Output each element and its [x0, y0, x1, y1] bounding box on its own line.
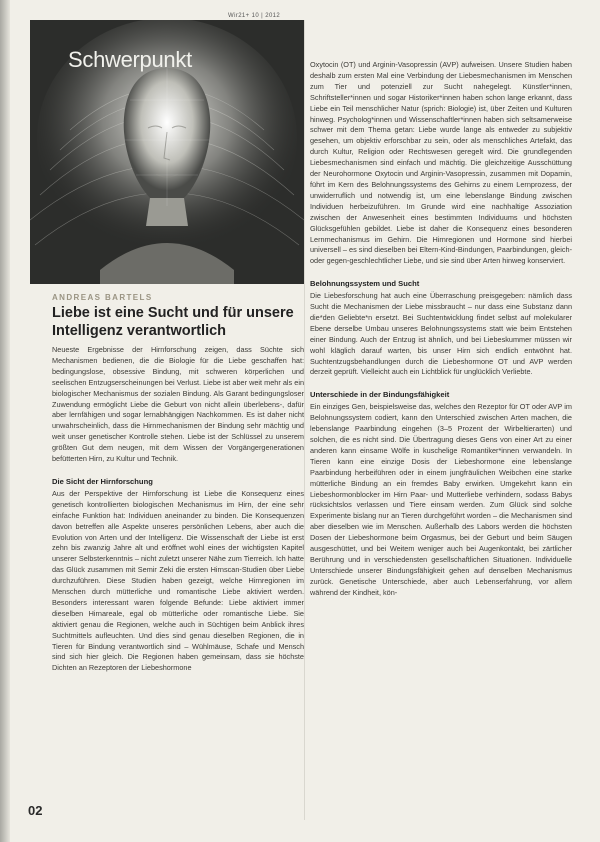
hero-image: [30, 20, 304, 284]
page-fold-shadow: [0, 0, 10, 842]
body-paragraph-belohnungssystem: Die Liebesforschung hat auch eine Überraschung preisgegeben: nämlich dass Sucht die Mechanismen der Liebe missbraucht – nur dass eine Substanz dann die*den Geliebte*n ersetzt. Bei Suchtentwicklung findet selbst auf molekularer Ebene derselbe Umbau unseres Belohnungssystems statt wie beim Entstehen einer Bindung. Auch der Entzug ist ähnlich, und bei Liebeskummer müssen wir wohl kläglich darauf warten, bis unser Hirn sich endlich entwöhnt hat. Suchtentzugsbehandlungen durch die Liebeshormone OT und AVP werden derzeit geprüft. Vielleicht auch ein Lichtblick für unglücklich Verliebte.: [310, 291, 572, 377]
column-divider: [304, 20, 305, 820]
issue-label: Wir21+ 10 | 2012: [228, 13, 281, 19]
left-column: [52, 345, 304, 795]
body-paragraph-intro-continued: Oxytocin (OT) und Arginin-Vasopressin (AVP) aufweisen. Unsere Studien haben deshalb zum ersten Mal eine Verbindung der Liebesmechanismen im Menschen zum Tier und potenziell zur Sucht nahegelegt. Künstler*innen, Schriftsteller*innen und sogar Historiker*innen haben schon lange erkannt, dass Liebe ein Teil menschlicher Natur (sprich: Biologie) ist, über Zeiten und Kulturen hinweg. Psycholog*innen und Wissenschaftler*innen haben sich seltsamerweise schwer mit dem Thema getan: Liebe wurde lange als entweder zu subjektiv gesehen, um objektiv erforschbar zu sein, oder als menschliches Artefakt, das durch Kultur, Religion oder Rechtswesen geregelt wird. Die grundlegenden Liebesmechanismen sind einfach und mächtig. Die gleichzeitige Ausschüttung der Neurohormone Oxytocin und Arginin-Vasopressin, zusammen mit Dopamin, führt im Kern des Belohnungssystems des Gehirns zu einem Lernprozess, der unwiderruflich und notwendig ist, um eine lebenslange Bindung zwischen Individuen herbeizuführen. Im Grunde wird eine nachhaltige Assoziation zwischen der Anwesenheit eines bestimmten Individuums und höchsten Glücksgefühlen gebildet. Liebe ist daher die Konsequenz eines besonderen Lernmechanismus im Gehirn. Die Hirnregionen und Hormone sind hierbei universell – es sind dieselben bei Eltern-Kind-Bindungen, Paarbindungen, gleich- oder gegen-geschlechtlicher Liebe, und sie sind über Arten hinweg konserviert.: [310, 60, 572, 266]
article-headline: Liebe ist eine Sucht und für unsere Intelligenz verantwortlich: [52, 305, 294, 339]
subheading-belohnungssystem: Belohnungssystem und Sucht: [310, 279, 420, 289]
lead-paragraph: Neueste Ergebnisse der Hirnforschung zeigen, dass Süchte sich Mechanismen bedienen, die die Biologie für die Liebe geschaffen hat: bedingungslose, obsessive Bindung, mit schweren körperlichen und seelischen Entzugserscheinungen bei Verlust. Liebe ist aber weit mehr als ein biologischer Mechanismus der sozialen Bindung. Als Garant bedingungsloser Zuwendung ermöglicht Liebe die Geburt von nicht allein überlebens-, dafür aber lernfähigen und sogar lernabhängigen Nachkommen. Es ist daher nicht unwahrscheinlich, dass die Hirnmechanismen der Bindung sehr mächtig und weit unser genetischer Kontrolle stehen. Liebe ist der Schlüssel zu unserem größten Gut dem neugen, mit dem Wissen der Vorgängergenerationen befütterten Hirn, zu Kultur und Technik.: [52, 345, 304, 464]
right-column: [310, 60, 572, 840]
subheading-bindungsfaehigkeit: Unterschiede in der Bindungsfähigkeit: [310, 390, 450, 400]
body-paragraph-bindungsfaehigkeit: Ein einziges Gen, beispielsweise das, welches den Rezeptor für OT oder AVP im Belohnungssystem codiert, kann den Unterschied zwischen Arten machen, die lebenslange Paarbindung eingehen (3–5 Prozent der Wirbeltierarten) und solchen, die es nicht sind. Die Übertragung dieses Gens von einer Art zu einer anderen kann einsame Wölfe in kuschelige Romantiker*innen verwandeln. In Tieren kann eine einzige Dosis der Liebeshormone eine lebenslange Paarbindung herbeiführen oder in einem jungfräulichen Weibchen eine starke mütterliche Bindung an ein fremdes Baby erwirken. Umgekehrt kann ein Liebeshormonblocker im Hirn Paar- und Mutterliebe verhindern, sodass Babys rücksichtslos verlassen und Tiere einsam werden. Zum Glück sind solche Experimente bislang nur an Tieren durchgeführt worden – die Mechanismen sind aber dieselben wie im Menschen. Außerhalb des Labors werden die höchsten Dosen der Liebeshormone beim Orgasmus, bei der Geburt und beim Säugen ausgeschüttet, und bei Weitem weniger auch bei Augenkontakt, bei zärtlicher Berührung und in verschiedensten gesellschaftlichen Situationen. Individuelle Unterschiede unserer Bindungsfähigkeit gehen auf denselben Mechanismus zurück. Genetische Unterschiede, aber auch Lebenserfahrung, vor allem während der Kindheit, kön-: [310, 402, 572, 597]
subheading-hirnforschung: Die Sicht der Hirnforschung: [52, 476, 153, 486]
section-title: Schwerpunkt: [68, 47, 192, 72]
author-name: ANDREAS BARTELS: [52, 293, 153, 302]
page-number: 02: [28, 803, 43, 818]
body-paragraph-hirnforschung: Aus der Perspektive der Hirnforschung ist Liebe die Konsequenz eines genetisch kontrollierten biologischen Mechanismus im Hirn, der eine sehr einfache Funktion hat: Individuen aneinander zu binden. Die Konsequenzen davon betreffen alle Aspekte unseres persönlichen Lebens, aber auch die Evolution von Arten und der Intelligenz. Die Wissenschaft der Liebe ist erst zehn bis zwanzig Jahre alt und eröffnet wohl eines der wichtigsten Kapitel unserer Selbsterkenntnis – nicht zuletzt unserer Nähe zum Tierreich. Ich hatte das Glück zusammen mit Semir Zeki die ersten Hirnscan-Studien über Liebe durchzuführen. Diese Studien haben gezeigt, welche Hirnregionen im Menschen durch mütterliche und romantische Liebe aktiviert werden. Besonders interessant waren folgende Befunde: Liebe aktiviert immer dieselben Hirnareale, egal ob mütterliche oder romantische Liebe. Sie aktiviert genau die Regionen, welche auch in Süchtigen beim Anblick ihres Suchtmittels aufleuchten. Und dies sind genau dieselben Regionen, die in Tieren für Bindung verantwortlich sind – Wühlmäuse, Schafe und Mensch sind sich hier gleich. Die Regionen haben gemeinsam, dass sie höchste Dichten an Rezeptoren der Liebeshormone: [52, 488, 304, 673]
